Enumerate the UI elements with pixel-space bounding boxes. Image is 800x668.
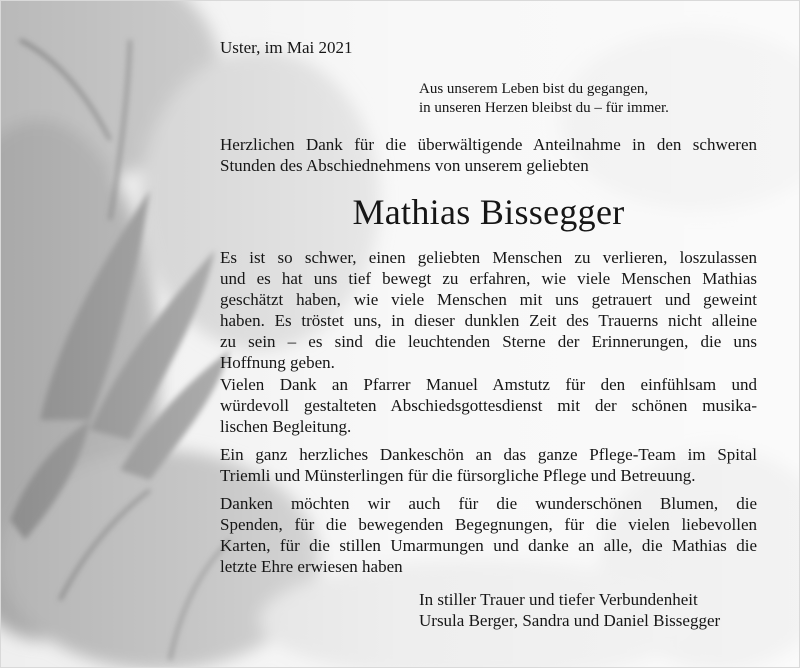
intro-line: Herzlichen Dank für die überwältigende Anteilnahme in den schweren	[220, 135, 757, 154]
paragraph-line: Hoffnung geben.	[220, 353, 335, 372]
paragraph-line: lischen Begleitung.	[220, 417, 352, 436]
paragraph-line: Triemli und Münsterlingen für die fürsorgliche Pflege und Betreuung.	[220, 466, 696, 485]
paragraph-line: und es hat uns tief bewegt zu erfahren, wie viele Menschen Mathias	[220, 269, 757, 288]
paragraph-line: Vielen Dank an Pfarrer Manuel Amstutz für den einfühlsam und	[220, 375, 757, 394]
paragraph-line: Spenden, für die bewegenden Begegnungen, für die vielen liebevollen	[220, 515, 757, 534]
paragraph-line: Karten, für die stillen Umarmungen und danke an alle, die Mathias die	[220, 536, 757, 555]
paragraph-line: Danken möchten wir auch für die wunderschönen Blumen, die	[220, 494, 757, 513]
paragraph-care-team	[220, 444, 757, 486]
motto-line: in unseren Herzen bleibst du – für immer.	[419, 100, 669, 116]
intro-text	[220, 134, 757, 176]
paragraph-line: letzte Ehre erwiesen haben	[220, 557, 403, 576]
motto-verse	[419, 80, 669, 118]
paragraph-line: zu sein – es sind die leuchtenden Sterne der Erinnerungen, die uns	[220, 332, 757, 351]
motto-line: Aus unserem Leben bist du gegangen,	[419, 81, 649, 97]
paragraph-thanks	[220, 493, 757, 577]
signature-block	[419, 589, 720, 631]
paragraph-line: Es ist so schwer, einen geliebten Menschen zu verlieren, loszulassen	[220, 248, 757, 267]
signature-line: In stiller Trauer und tiefer Verbundenheit	[419, 590, 698, 609]
paragraph-line: würdevoll gestalteten Abschiedsgottesdienst mit der schönen musika-	[220, 396, 757, 415]
deceased-name: Mathias Bissegger	[352, 192, 625, 232]
paragraph-pastor	[220, 374, 757, 437]
paragraph-line: Ein ganz herzliches Dankeschön an das ganze Pflege-Team im Spital	[220, 445, 757, 464]
signature-names: Ursula Berger, Sandra und Daniel Bissegger	[419, 611, 721, 630]
intro-line: Stunden des Abschiednehmens von unserem geliebten	[220, 156, 589, 175]
place-date: Uster, im Mai 2021	[220, 38, 353, 57]
paragraph-loss	[220, 247, 757, 373]
paragraph-line: haben. Es tröstet uns, in dieser dunklen Zeit des Trauerns nicht alleine	[220, 311, 757, 330]
paragraph-line: geschätzt haben, wie viele Menschen mit uns getrauert und geweint	[220, 290, 757, 309]
